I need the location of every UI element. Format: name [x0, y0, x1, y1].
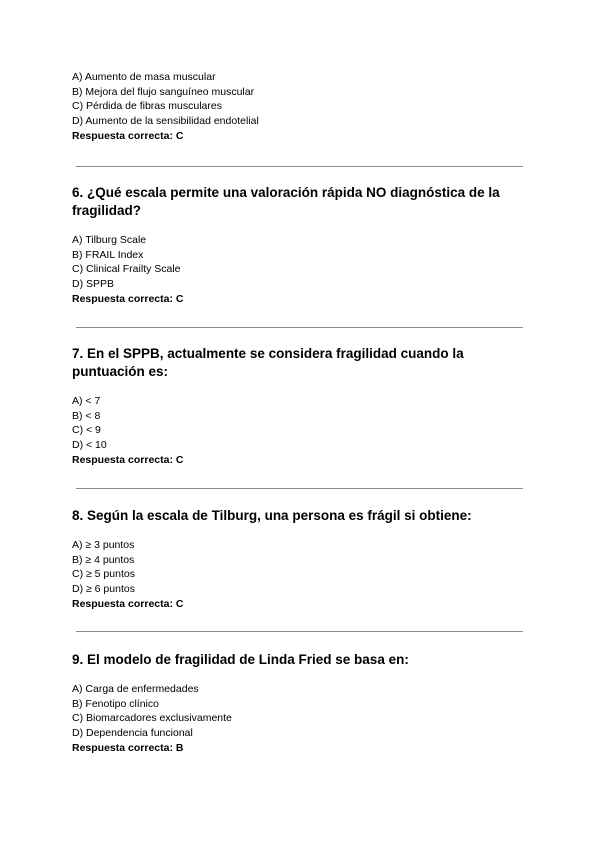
correct-answer: Respuesta correcta: C: [72, 597, 184, 610]
question-title: 9. El modelo de fragilidad de Linda Fried se basa en:: [72, 652, 409, 667]
option-d: D) Dependencia funcional: [72, 727, 193, 740]
separator-line: [76, 631, 523, 632]
option-a: A) < 7: [72, 395, 101, 407]
option-a: A) Carga de enfermedades: [72, 683, 199, 695]
option-c: C) ≥ 5 puntos: [72, 568, 135, 581]
question-7: [72, 345, 532, 468]
question-title: 8. Según la escala de Tilburg, una persona es frágil si obtiene:: [72, 508, 472, 523]
separator-line: [76, 166, 523, 167]
option-c: C) Pérdida de fibras musculares: [72, 100, 222, 113]
question-9: [72, 651, 532, 756]
option-b: B) FRAIL Index: [72, 248, 144, 261]
option-b: B) < 8: [72, 409, 101, 422]
option-c: C) Clinical Frailty Scale: [72, 263, 181, 276]
option-b: B) Mejora del flujo sanguíneo muscular: [72, 85, 255, 98]
question-title: 6. ¿Qué escala permite una valoración rápida NO diagnóstica de la fragilidad?: [72, 185, 500, 218]
separator-line: [76, 488, 523, 489]
option-a: A) Aumento de masa muscular: [72, 71, 216, 83]
option-a: A) Tilburg Scale: [72, 234, 147, 246]
option-d: D) SPPB: [72, 278, 115, 291]
option-d: D) < 10: [72, 439, 107, 452]
option-c: C) Biomarcadores exclusivamente: [72, 712, 232, 725]
option-a: A) ≥ 3 puntos: [72, 539, 135, 551]
option-b: B) ≥ 4 puntos: [72, 553, 135, 566]
option-b: B) Fenotipo clínico: [72, 697, 159, 710]
question-title: 7. En el SPPB, actualmente se considera fragilidad cuando la puntuación es:: [72, 346, 464, 379]
option-c: C) < 9: [72, 424, 101, 437]
question-5-tail: [72, 70, 532, 144]
option-d: D) Aumento de la sensibilidad endotelial: [72, 115, 259, 128]
correct-answer: Respuesta correcta: C: [72, 453, 184, 466]
separator-line: [76, 327, 523, 328]
question-8: [72, 507, 532, 612]
question-6: [72, 184, 532, 307]
correct-answer: Respuesta correcta: C: [72, 129, 184, 142]
option-d: D) ≥ 6 puntos: [72, 583, 135, 596]
correct-answer: Respuesta correcta: B: [72, 741, 184, 754]
correct-answer: Respuesta correcta: C: [72, 292, 184, 305]
